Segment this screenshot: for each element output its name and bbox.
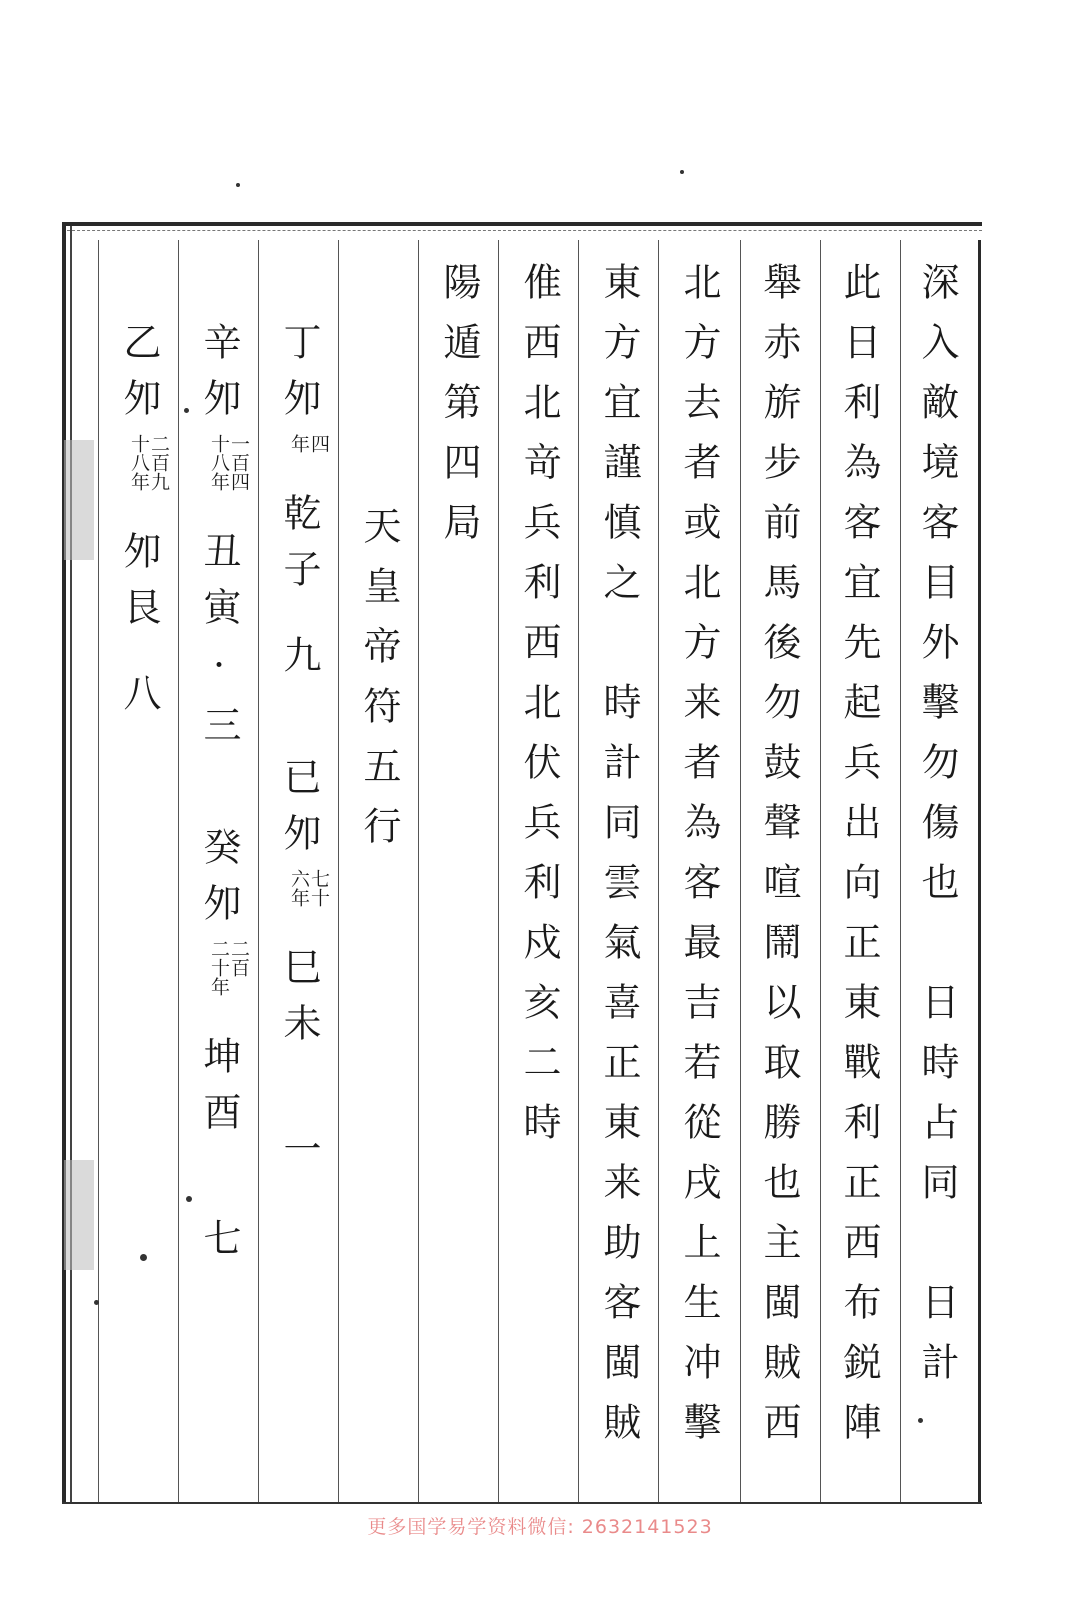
column-rule bbox=[418, 240, 419, 1502]
sub-heading: 天皇帝符五行 bbox=[357, 506, 401, 866]
number: 七 bbox=[197, 1218, 241, 1274]
frame-bottom-border bbox=[62, 1502, 982, 1504]
stem-branch: 丁夘 bbox=[277, 322, 321, 434]
text-column-6 bbox=[516, 262, 562, 1162]
section-heading: 陽遁第四局 bbox=[437, 262, 481, 562]
column-rule bbox=[900, 240, 901, 1502]
scan-speck bbox=[94, 1300, 99, 1305]
scan-speck bbox=[184, 408, 189, 413]
column-rule bbox=[98, 240, 99, 1502]
scan-speck bbox=[186, 1196, 192, 1202]
column-rule bbox=[338, 240, 339, 1502]
section-heading-column bbox=[436, 262, 482, 562]
stem-branch: 丑寅 bbox=[197, 531, 241, 643]
column-text: 此日利為客宜先起兵出向正東戰利正西布鋭陣 bbox=[837, 262, 881, 1462]
watermark: 更多国学易学资料微信: 2632141523 bbox=[367, 1516, 713, 1538]
column-rule bbox=[740, 240, 741, 1502]
scan-speck bbox=[680, 170, 684, 174]
stem-branch: 坤酉 bbox=[197, 1036, 241, 1148]
column-text: 深入敵境客目外擊勿傷也 bbox=[915, 262, 959, 922]
scan-speck bbox=[918, 1418, 923, 1423]
column-text: 日計 bbox=[915, 1282, 959, 1402]
stem-branch: 辛夘 bbox=[197, 322, 241, 434]
small-note: 七十 六年 bbox=[288, 869, 330, 907]
number: 一 bbox=[277, 1129, 321, 1185]
stem-branch: 乾子 bbox=[277, 493, 321, 605]
scan-smudge bbox=[64, 440, 94, 560]
column-rule bbox=[658, 240, 659, 1502]
scan-speck bbox=[140, 1254, 147, 1261]
text-column-8 bbox=[356, 506, 402, 866]
stem-branch: 已夘 bbox=[277, 757, 321, 869]
separator-dot: · bbox=[197, 643, 241, 705]
column-rule bbox=[820, 240, 821, 1502]
small-note: 二百九 十八年 bbox=[128, 434, 170, 491]
text-column-4 bbox=[676, 262, 722, 1462]
stem-branch: 癸夘 bbox=[197, 827, 241, 939]
column-text: 倠西北竒兵利西北伏兵利戍亥二時 bbox=[517, 262, 561, 1162]
column-rule bbox=[498, 240, 499, 1502]
text-column-2 bbox=[836, 262, 882, 1462]
small-note: 二百 二十年 bbox=[208, 939, 250, 996]
frame-top-border bbox=[62, 222, 982, 226]
frame-left-inner-border bbox=[70, 226, 72, 1502]
column-text: 日時占同 bbox=[915, 982, 959, 1222]
column-rule bbox=[178, 240, 179, 1502]
scan-speck bbox=[236, 183, 240, 187]
frame-left-border bbox=[62, 222, 66, 1504]
text-column-9 bbox=[276, 322, 329, 1185]
text-column-1 bbox=[914, 262, 960, 1402]
column-text: 舉赤旂步前馬後勿鼓聲喧鬧以取勝也主閩賊西 bbox=[757, 262, 801, 1462]
column-text: 北方去者或北方来者為客最吉若從戌上生冲擊 bbox=[677, 262, 721, 1462]
text-column-10 bbox=[196, 322, 249, 1274]
text-column-11 bbox=[116, 322, 169, 729]
text-column-3 bbox=[756, 262, 802, 1462]
column-text: 東方宜謹慎之 bbox=[597, 262, 641, 622]
scan-smudge bbox=[64, 1160, 94, 1270]
small-note: 四 年 bbox=[288, 434, 330, 453]
number: 八 bbox=[117, 673, 161, 729]
number: 三 bbox=[197, 705, 241, 761]
stem-branch: 夘艮 bbox=[117, 531, 161, 643]
stem-branch: 巳未 bbox=[277, 947, 321, 1059]
text-column-5 bbox=[596, 262, 642, 1462]
number: 九 bbox=[277, 635, 321, 691]
column-rule bbox=[258, 240, 259, 1502]
stem-branch: 乙夘 bbox=[117, 322, 161, 434]
frame-right-border bbox=[978, 240, 981, 1502]
small-note: 一百四 十八年 bbox=[208, 434, 250, 491]
column-text: 時計同雲氣喜正東来助客閩賊 bbox=[597, 682, 641, 1462]
column-rule bbox=[578, 240, 579, 1502]
frame-top-inner-border bbox=[62, 230, 982, 232]
